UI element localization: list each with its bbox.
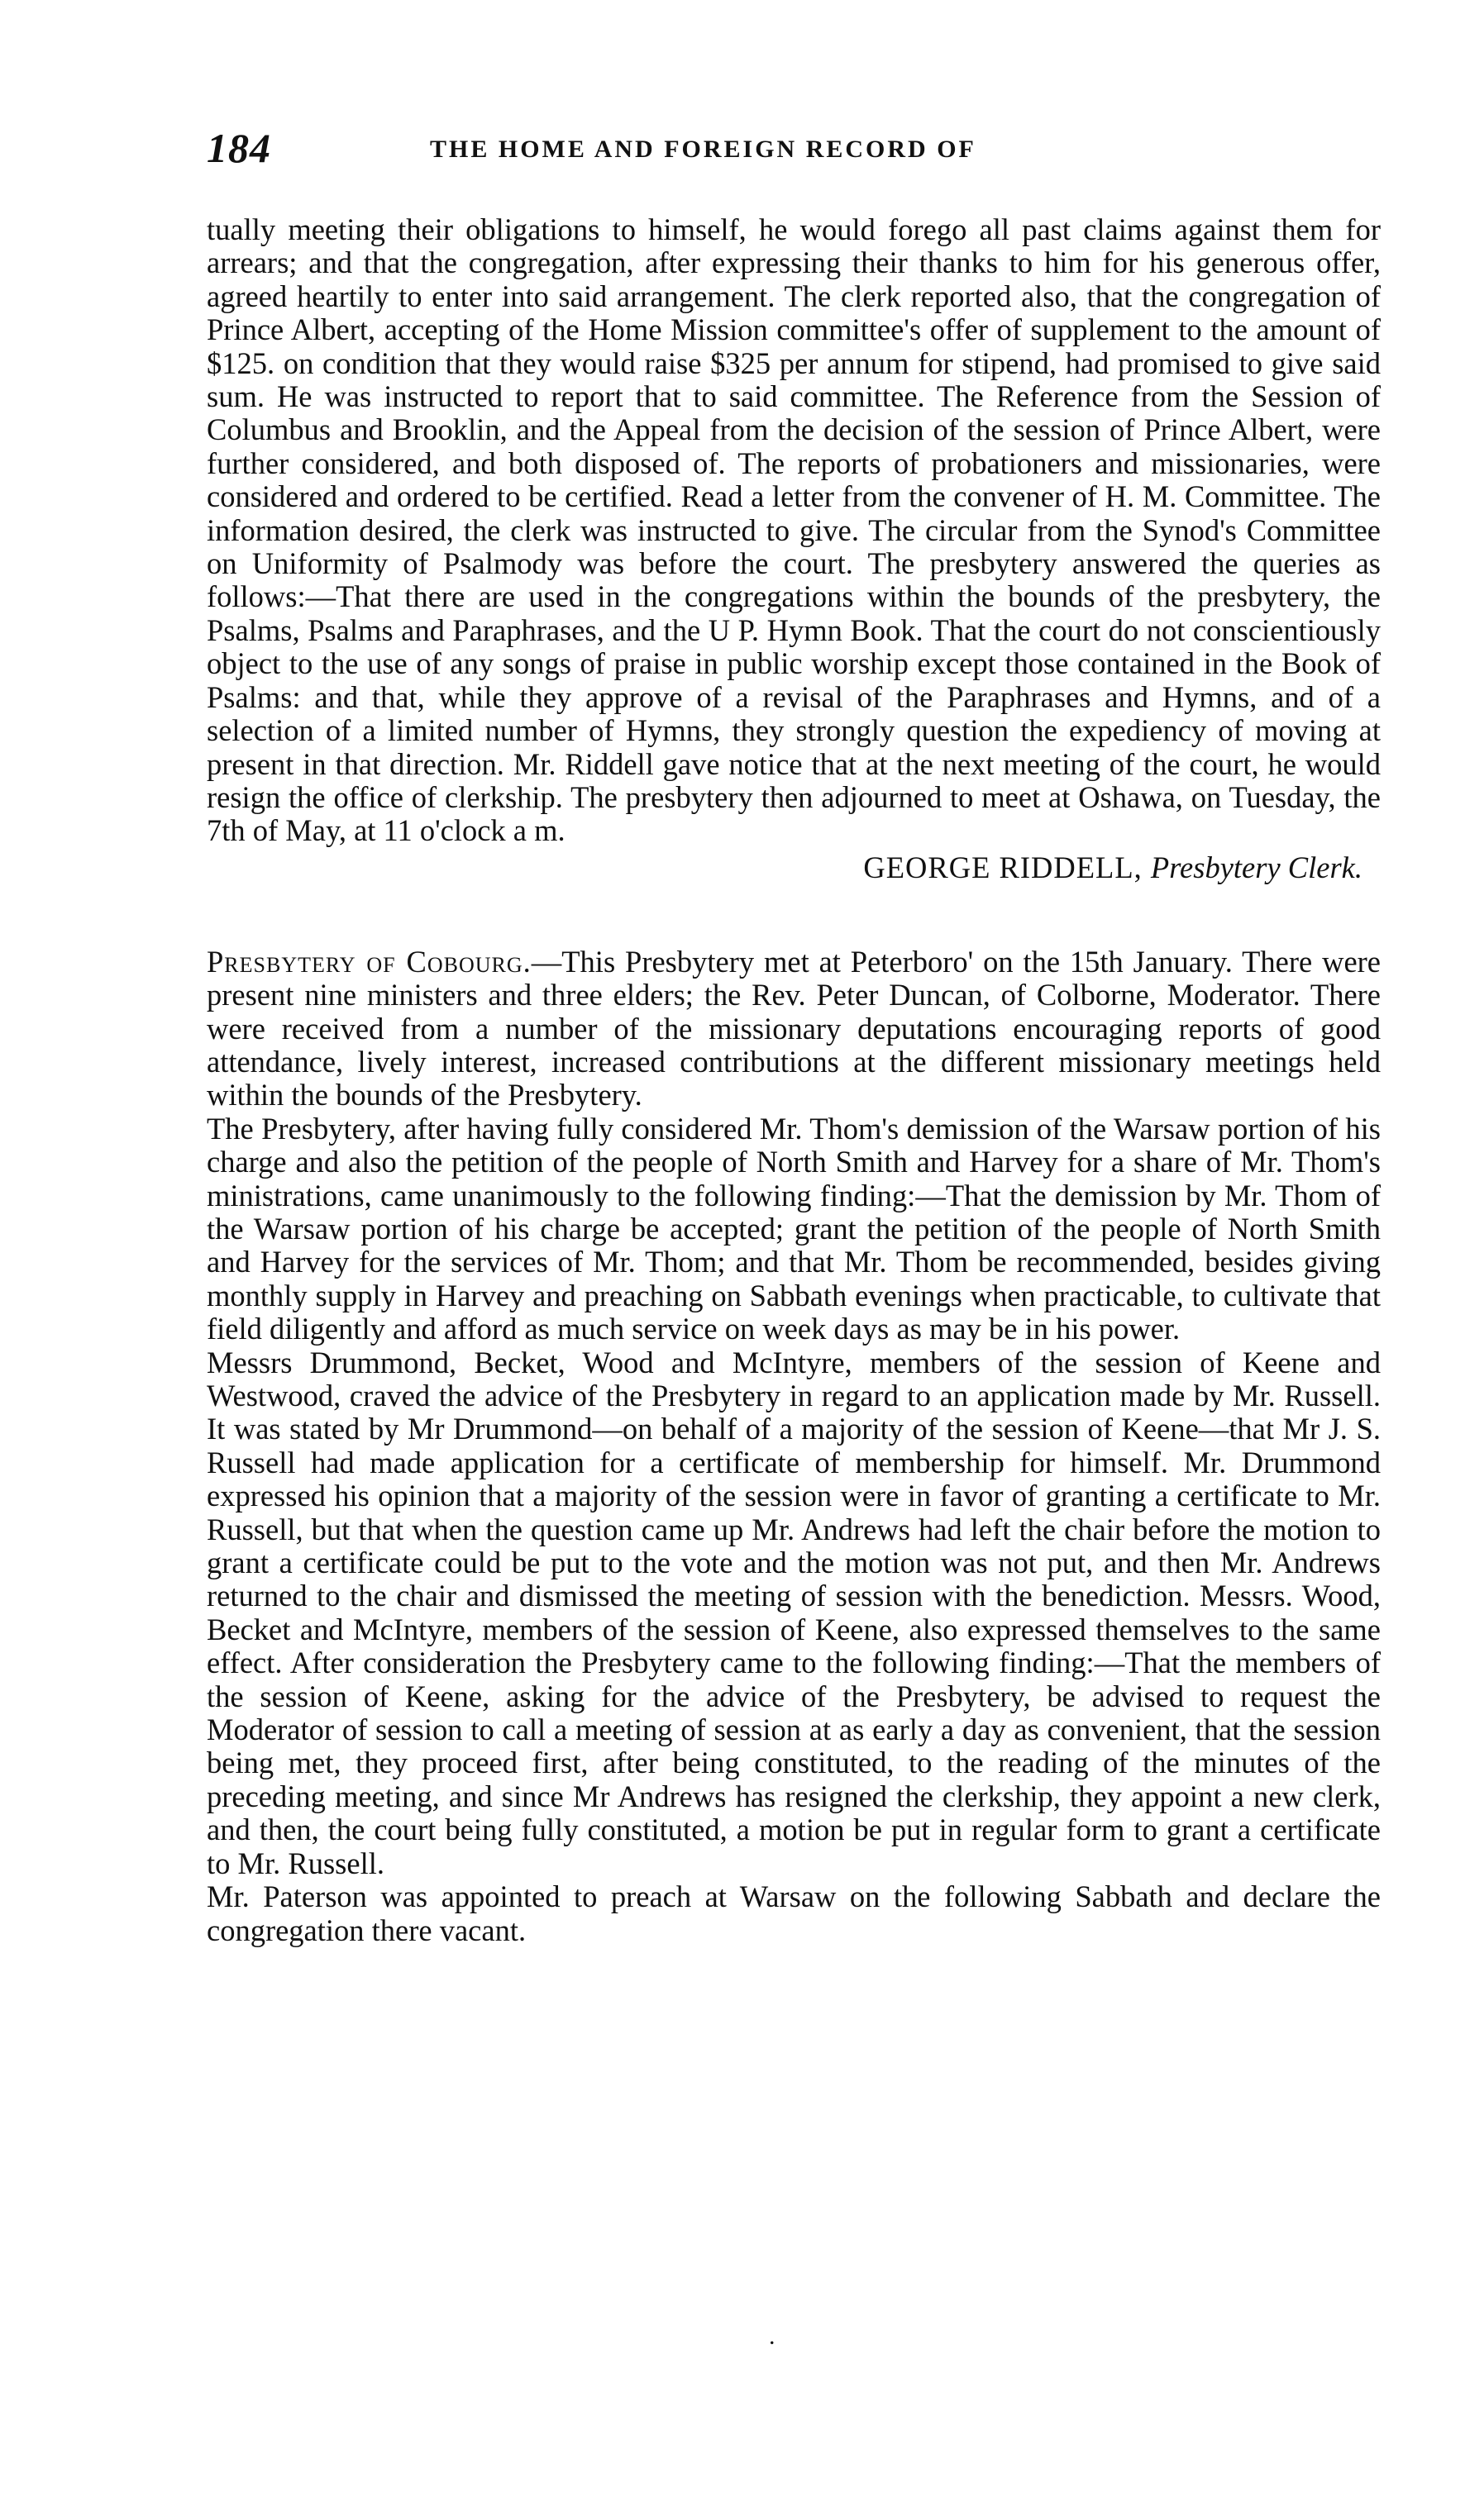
section-presbytery-of-whitby-continued xyxy=(207,213,1381,886)
running-head xyxy=(207,124,1381,182)
signature-title: Presbytery Clerk. xyxy=(1150,850,1362,884)
signature-name: GEORGE RIDDELL, xyxy=(863,850,1143,884)
end-mark: . xyxy=(769,2322,775,2350)
signature xyxy=(207,850,1362,886)
cobourg-paragraph-1 xyxy=(207,946,1381,1112)
section-gap xyxy=(207,886,1381,946)
cobourg-paragraph-2: The Presbytery, after having fully considered Mr. Thom's demission of the Warsaw portion of his charge and also the petition of the people of North Smith and Harvey for a share of Mr. Thom's ministrations, came unanimously to the following finding:—That the demission by Mr. Thom of the Warsaw portion of his charge be accepted; grant the petition of the people of North Smith and Harvey for the services of Mr. Thom; and that Mr. Thom be recommended, besides giving monthly supply in Harvey and preaching on Sabbath evenings when practicable, to cultivate that field diligently and afford as much service on week days as may be in his power. xyxy=(207,1111,1381,1346)
section-heading: Presbytery of Cobourg. xyxy=(207,944,532,979)
header-title: THE HOME AND FOREIGN RECORD OF xyxy=(430,136,976,163)
page xyxy=(207,124,1381,1947)
section-presbytery-of-cobourg xyxy=(207,946,1381,1947)
cobourg-paragraph-3: Messrs Drummond, Becket, Wood and McIntyre, members of the session of Keene and Westwood, craved the advice of the Presbytery in regard to an application made by Mr. Russell. It was stated by Mr Drummond—on behalf of a majority of the session of Keene—that Mr J. S. Russell had made application for a certificate of membership for himself. Mr. Drummond expressed his opinion that a majority of the session were in favor of granting a certificate to Mr. Russell, but that when the question came up Mr. Andrews had left the chair before the motion to grant a certificate could be put to the vote and the motion was not put, and then Mr. Andrews returned to the chair and dismissed the meeting of session with the benediction. Messrs. Wood, Becket and McIntyre, members of the session of Keene, also expressed themselves to the same effect. After consideration the Presbytery came to the following finding:—That the members of the session of Keene, asking for the advice of the Presbytery, be advised to request the Moderator of session to call a meeting of session at as early a day as convenient, that the session being met, they proceed first, after being constituted, to the reading of the minutes of the preceding meeting, and since Mr Andrews has resigned the clerkship, they appoint a new clerk, and then, the court being fully constituted, a motion be put in regular form to grant a certificate to Mr. Russell. xyxy=(207,1345,1381,1880)
continued-paragraph: tually meeting their obligations to himself, he would forego all past claims against them for arrears; and that the congregation, after expressing their thanks to him for his generous offer, agreed heartily to enter into said arrangement. The clerk reported also, that the congregation of Prince Albert, accepting of the Home Mission committee's offer of supplement to the amount of $125. on condition that they would raise $325 per annum for stipend, had promised to give said sum. He was instructed to report that to said committee. The Reference from the Session of Columbus and Brooklin, and the Appeal from the decision of the session of Prince Albert, were further considered, and both disposed of. The reports of probationers and missionaries, were considered and ordered to be certified. Read a letter from the convener of H. M. Committee. The information desired, the clerk was instructed to give. The circular from the Synod's Committee on Uniformity of Psalmody was before the court. The presbytery answered the queries as follows:—That there are used in the congregations within the bounds of the presbytery, the Psalms, Psalms and Paraphrases, and the U P. Hymn Book. That the court do not conscientiously object to the use of any songs of praise in public worship except those contained in the Book of Psalms: and that, while they approve of a revisal of the Paraphrases and Hymns, and of a selection of a limited number of Hymns, they strongly question the expediency of moving at present in that direction. Mr. Riddell gave notice that at the next meeting of the court, he would resign the office of clerkship. The presbytery then adjourned to meet at Oshawa, on Tuesday, the 7th of May, at 11 o'clock a m. xyxy=(207,212,1381,848)
page-number: 184 xyxy=(207,125,271,171)
cobourg-paragraph-4: Mr. Paterson was appointed to preach at Warsaw on the following Sabbath and declare the congregation there vacant. xyxy=(207,1879,1381,1947)
cobourg-paragraph-1-text: —This Presbytery met at Peterboro' on the 15th January. There were present nine ministers and three elders; the Rev. Peter Duncan, of Colborne, Moderator. There were received from a number of the missionary deputations encouraging reports of good attendance, lively interest, increased contributions at the different missionary meetings held within the bounds of the Presbytery. xyxy=(207,944,1381,1112)
